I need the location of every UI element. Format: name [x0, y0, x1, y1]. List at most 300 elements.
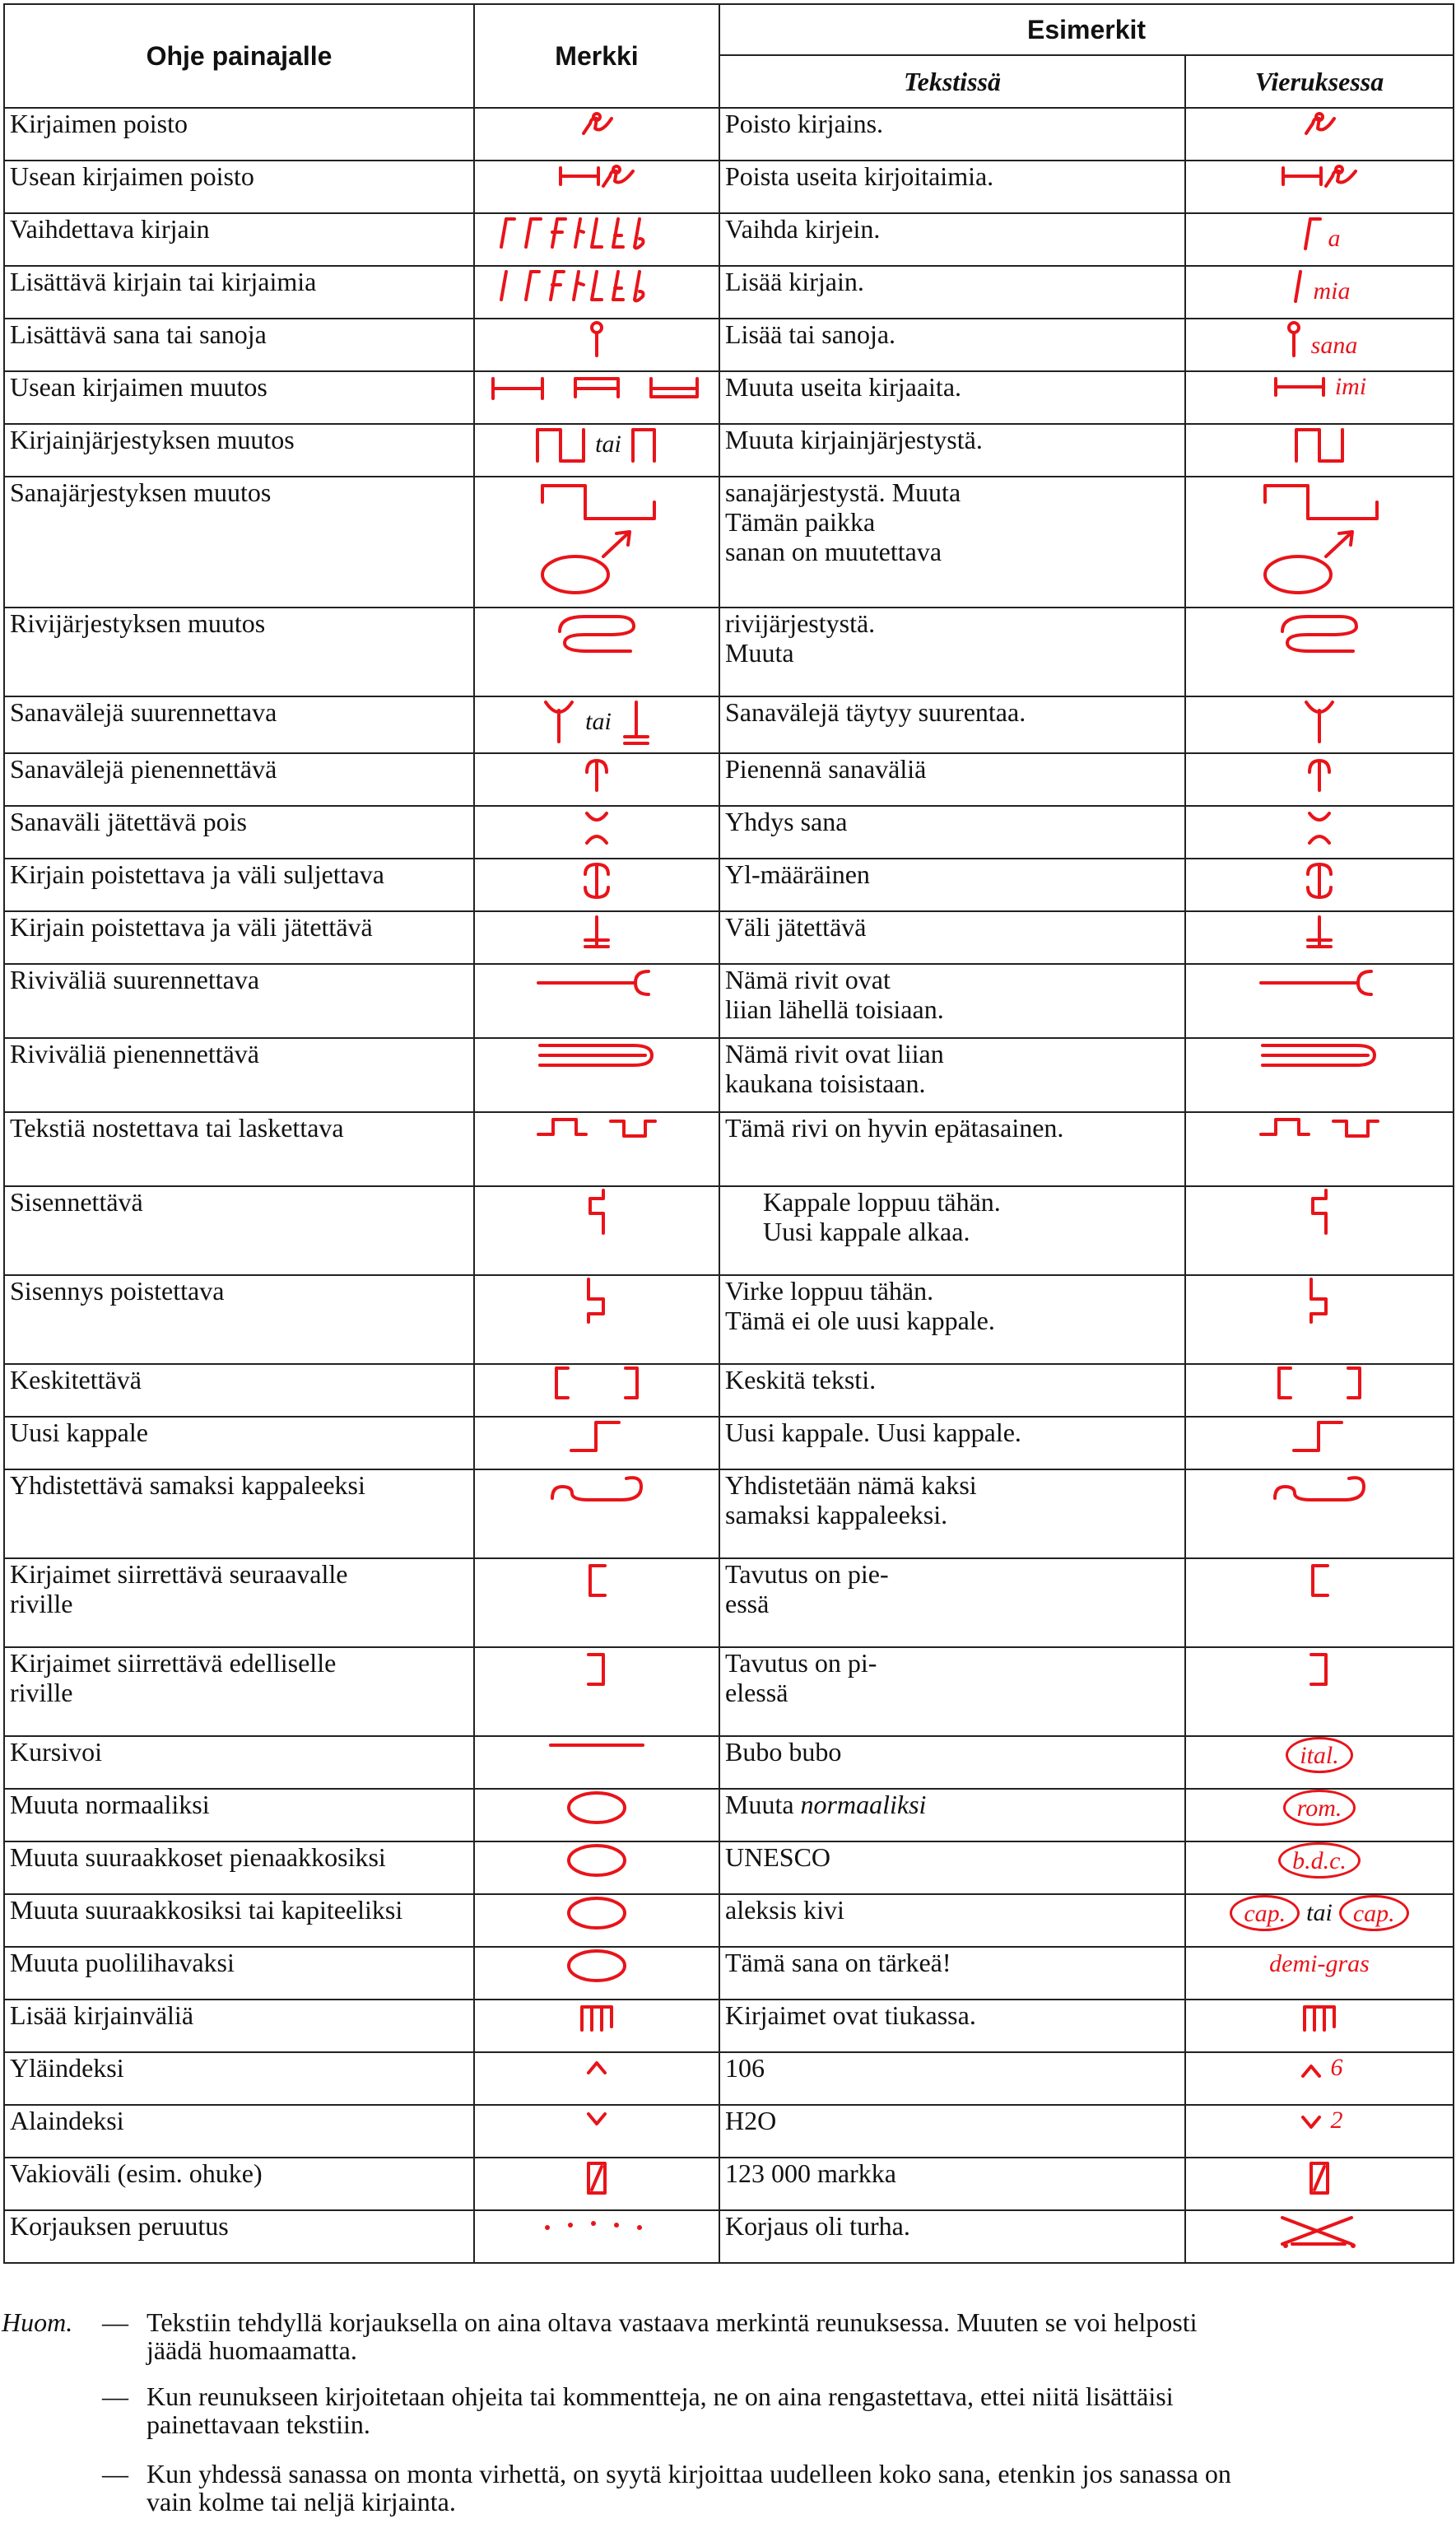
mark-cell [474, 1038, 719, 1112]
example-in-text-cell [719, 2158, 1185, 2210]
header-mark: Merkki [474, 4, 719, 108]
instruction-cell [4, 108, 474, 161]
instruction-text: Yhdistettävä samaksi kappaleeksi [10, 1470, 365, 1500]
table-row [4, 319, 1454, 371]
circled-note-icon [1286, 1737, 1353, 1773]
instruction-cell [4, 1736, 474, 1789]
margin-cell [1185, 1558, 1454, 1647]
example-in-text-cell [719, 1469, 1185, 1558]
increase-leading-icon [480, 965, 714, 1001]
margin-cell [1185, 1364, 1454, 1417]
margin-cell [1185, 1947, 1454, 2000]
margin-cell [1185, 1647, 1454, 1736]
instruction-cell [4, 266, 474, 319]
table-row [4, 477, 1454, 608]
instruction-cell [4, 1364, 474, 1417]
multi-change-icon [1272, 372, 1330, 402]
example-line-1: Väli jätettävä [725, 912, 867, 942]
example-line-2: Tämän paikka [725, 507, 876, 537]
table-row [4, 2210, 1454, 2263]
example-line-1: rivijärjestystä. [725, 608, 876, 638]
instruction-cell [4, 608, 474, 696]
mark-cell [474, 859, 719, 911]
move-prev-line-icon [1305, 1648, 1334, 1691]
example-line-1: Uusi kappale. Uusi kappale. [725, 1418, 1021, 1447]
mark-cell [474, 1275, 719, 1364]
instruction-text: Uusi kappale [10, 1418, 148, 1447]
example-in-text-cell [719, 477, 1185, 608]
margin-cell [1185, 1736, 1454, 1789]
example-line-1: Nämä rivit ovat liian [725, 1039, 944, 1068]
instruction-cell [4, 2210, 474, 2263]
margin-cell [1185, 806, 1454, 859]
example-line-1: Yhdys sana [725, 807, 848, 836]
mark-cell [474, 1558, 719, 1647]
instruction-text: Sanaväli jätettävä pois [10, 807, 247, 836]
underline-icon [480, 1737, 714, 1753]
example-line-1: Muuta [725, 1790, 794, 1819]
example-line-1: 123 000 markka [725, 2158, 896, 2188]
fixed-space-icon [1306, 2158, 1333, 2198]
table-row [4, 1364, 1454, 1417]
instruction-text: Riviväliä pienennettävä [10, 1039, 259, 1068]
example-in-text-cell [719, 608, 1185, 696]
circled-note-icon [1339, 1895, 1409, 1931]
instruction-cell [4, 1647, 474, 1736]
table-row [4, 1417, 1454, 1469]
center-icon [480, 1365, 714, 1401]
example-in-text-cell [719, 1364, 1185, 1417]
note-2-line-1: Kun reunukseen kirjoitetaan ohjeita tai kommentteja, ne on aina rengastettava, ettei niitä lisättäisi [147, 2381, 1174, 2411]
table-row [4, 1736, 1454, 1789]
table-row [4, 1647, 1454, 1736]
note-1-line-2: jäädä huomaamatta. [147, 2335, 357, 2365]
table-row [4, 213, 1454, 266]
margin-cell [1185, 1038, 1454, 1112]
letterspace-icon [480, 2000, 714, 2033]
transpose-words-icon [1254, 477, 1385, 601]
instruction-cell [4, 1112, 474, 1186]
example-in-text-cell [719, 1275, 1185, 1364]
table-row [4, 2105, 1454, 2158]
instruction-cell [4, 859, 474, 911]
insert-word-icon [1282, 319, 1306, 361]
instruction-text: Kirjain poistettava ja väli jätettävä [10, 912, 373, 942]
margin-note: cap. [1352, 1900, 1395, 1927]
indent-icon [1303, 1187, 1336, 1236]
note-dash: — [102, 2307, 128, 2337]
raise-lower-icon [480, 1113, 714, 1143]
margin-cell [1185, 108, 1454, 161]
note-1-line-1: Tekstiin tehdyllä korjauksella on aina oltava vastaava merkintä reunuksessa. Muuten se voi helposti [147, 2307, 1198, 2337]
example-in-text-cell [719, 1647, 1185, 1736]
table-row [4, 1558, 1454, 1647]
instruction-cell [4, 753, 474, 806]
example-in-text-cell [719, 859, 1185, 911]
example-line-2: Uusi kappale alkaa. [763, 1217, 970, 1246]
mark-cell [474, 1417, 719, 1469]
example-in-text-cell [719, 1947, 1185, 2000]
instruction-cell [4, 477, 474, 608]
mark-cell [474, 753, 719, 806]
example-in-text-cell [719, 1841, 1185, 1894]
margin-cell [1185, 1841, 1454, 1894]
instruction-text: Kirjainjärjestyksen muutos [10, 425, 295, 454]
example-line-1: Tämä sana on tärkeä! [725, 1948, 951, 1977]
instruction-cell [4, 1894, 474, 1947]
superscript-icon [1296, 2056, 1326, 2083]
instruction-text: Sisennettävä [10, 1187, 143, 1217]
table-row [4, 2000, 1454, 2052]
mark-cell [474, 2210, 719, 2263]
example-line-1: Muuta useita kirjaaita. [725, 372, 962, 402]
margin-cell [1185, 319, 1454, 371]
delete-icon [1301, 109, 1337, 138]
mark-cell [474, 2000, 719, 2052]
instruction-text: Alaindeksi [10, 2106, 124, 2135]
table-row [4, 911, 1454, 964]
margin-cell [1185, 2210, 1454, 2263]
example-in-text-cell [719, 696, 1185, 753]
margin-cell [1185, 1417, 1454, 1469]
mark-cell [474, 1469, 719, 1558]
subscript-icon [1296, 2109, 1326, 2135]
instruction-text: Riviväliä suurennettava [10, 965, 260, 994]
ellipse-icon [480, 1842, 714, 1879]
example-line-1: Kirjaimet ovat tiukassa. [725, 2000, 976, 2030]
example-line-1: Tavutus on pi- [725, 1648, 877, 1678]
margin-cell [1185, 608, 1454, 696]
example-in-text-cell [719, 108, 1185, 161]
example-in-text-cell [719, 1186, 1185, 1275]
close-up-icon [480, 807, 714, 850]
example-line-1: aleksis kivi [725, 1895, 844, 1925]
table-row [4, 2052, 1454, 2105]
stet-cross-icon [1274, 2211, 1365, 2249]
example-line-1: Tämä rivi on hyvin epätasainen. [725, 1113, 1064, 1143]
delete-close-icon [480, 859, 714, 902]
example-line-1: Poisto kirjains. [725, 109, 884, 138]
mark-cell [474, 477, 719, 608]
instruction-cell [4, 319, 474, 371]
delete-close-icon [1303, 859, 1336, 902]
remove-indent-icon [480, 1276, 714, 1325]
example-line-2: liian lähellä toisiaan. [725, 994, 944, 1024]
example-in-text-cell [719, 161, 1185, 213]
instruction-text: Kirjaimet siirrettävä seuraavalle [10, 1559, 348, 1589]
example-line-1: Lisää kirjain. [725, 267, 864, 296]
instruction-text: Lisättävä sana tai sanoja [10, 319, 267, 349]
circled-note-icon [1283, 1790, 1356, 1826]
replace-letter-icon [1299, 214, 1323, 254]
instruction-cell [4, 161, 474, 213]
instruction-text-2: riville [10, 1678, 73, 1707]
delete-keep-space-icon [1303, 912, 1336, 955]
instruction-cell [4, 2158, 474, 2210]
example-line-1: Tavutus on pie- [725, 1559, 889, 1589]
table-row [4, 608, 1454, 696]
table-row [4, 1186, 1454, 1275]
mark-cell [474, 964, 719, 1038]
example-line-1: Muuta kirjainjärjestystä. [725, 425, 983, 454]
instruction-text: Usean kirjaimen poisto [10, 161, 254, 191]
instruction-text: Kirjaimet siirrettävä edelliselle [10, 1648, 337, 1678]
margin-note: demi-gras [1269, 1950, 1370, 1977]
margin-cell [1185, 2158, 1454, 2210]
margin-cell [1185, 859, 1454, 911]
instruction-text: Yläindeksi [10, 2053, 124, 2083]
instruction-text: Kirjaimen poisto [10, 109, 188, 138]
instruction-cell [4, 1038, 474, 1112]
margin-cell [1185, 911, 1454, 964]
reduce-space-icon [480, 754, 714, 794]
table-row [4, 2158, 1454, 2210]
connector-tai: tai [595, 431, 621, 458]
example-line-1: Sanavälejä täytyy suurentaa. [725, 697, 1026, 727]
margin-cell [1185, 266, 1454, 319]
example-in-text-cell [719, 806, 1185, 859]
new-paragraph-icon [480, 1418, 714, 1454]
mark-cell [474, 108, 719, 161]
margin-cell [1185, 2000, 1454, 2052]
table-row [4, 1841, 1454, 1894]
note-3-line-1: Kun yhdessä sanassa on monta virhettä, on syytä kirjoittaa uudelleen koko sana, etenkin jos sanassa on [147, 2459, 1231, 2488]
ellipse-icon [480, 1948, 714, 1984]
notes-label: Huom. [2, 2307, 73, 2337]
example-in-text-cell [719, 964, 1185, 1038]
header-in-text: Tekstissä [719, 55, 1185, 108]
example-in-text-cell [719, 424, 1185, 477]
fixed-space-icon [480, 2158, 714, 2198]
increase-space-alt-icon [620, 697, 653, 747]
margin-note: ital. [1300, 1742, 1339, 1769]
example-line-1: Virke loppuu tähän. [725, 1276, 934, 1306]
margin-cell [1185, 371, 1454, 424]
instruction-text: Sanavälejä pienennettävä [10, 754, 277, 784]
table-row [4, 1789, 1454, 1841]
mark-cell [474, 213, 719, 266]
instruction-cell [4, 2105, 474, 2158]
raise-lower-icon [1258, 1113, 1381, 1143]
margin-note: 6 [1330, 2054, 1343, 2081]
table-row [4, 424, 1454, 477]
instruction-text: Lisää kirjainväliä [10, 2000, 194, 2030]
remove-indent-icon [1303, 1276, 1336, 1325]
instruction-text: Lisättävä kirjain tai kirjaimia [10, 267, 317, 296]
example-in-text-cell [719, 266, 1185, 319]
margin-note: a [1328, 225, 1341, 252]
proofreading-marks-table [3, 3, 1454, 2264]
instruction-cell [4, 911, 474, 964]
instruction-cell [4, 2052, 474, 2105]
mark-cell [474, 319, 719, 371]
transpose-lines-icon [480, 608, 714, 658]
mark-cell [474, 1947, 719, 2000]
example-line-1: H2O [725, 2106, 777, 2135]
instruction-text: Kirjain poistettava ja väli suljettava [10, 859, 384, 889]
margin-note: rom. [1296, 1795, 1342, 1822]
multi-delete-icon [1278, 161, 1361, 191]
transpose-letters-icon [1293, 425, 1346, 464]
example-in-text-cell [719, 319, 1185, 371]
example-line-2: kaukana toisistaan. [725, 1068, 926, 1098]
example-in-text-cell [719, 2210, 1185, 2263]
example-in-text-cell [719, 1736, 1185, 1789]
example-in-text-cell [719, 753, 1185, 806]
instruction-cell [4, 213, 474, 266]
reduce-leading-icon [1258, 1039, 1381, 1072]
circled-note-icon [1230, 1895, 1300, 1931]
instruction-cell [4, 1417, 474, 1469]
mark-cell [474, 1894, 719, 1947]
instruction-cell [4, 1469, 474, 1558]
instruction-text-2: riville [10, 1589, 73, 1618]
margin-cell [1185, 2052, 1454, 2105]
note-3-line-2: vain kolme tai neljä kirjainta. [147, 2487, 456, 2516]
margin-note: sana [1310, 332, 1358, 359]
ellipse-icon [480, 1790, 714, 1826]
reduce-space-icon [1305, 754, 1334, 794]
example-in-text-cell [719, 1112, 1185, 1186]
increase-space-icon [541, 697, 577, 747]
mark-cell [474, 1841, 719, 1894]
instruction-text: Korjauksen peruutus [10, 2211, 229, 2241]
mark-cell [474, 1789, 719, 1841]
table-row [4, 266, 1454, 319]
example-in-text-cell [719, 2000, 1185, 2052]
mark-cell [474, 806, 719, 859]
table-row [4, 1112, 1454, 1186]
insert-letter-icons [480, 267, 714, 303]
increase-leading-icon [1258, 965, 1381, 1001]
table-row [4, 161, 1454, 213]
new-paragraph-icon [1291, 1418, 1348, 1454]
transpose-letters-icon [534, 425, 587, 464]
example-line-1: Yhdistetään nämä kaksi [725, 1470, 977, 1500]
example-line-1: Vaihda kirjein. [725, 214, 881, 244]
instruction-text: Kursivoi [10, 1737, 102, 1767]
close-up-icon [1305, 807, 1334, 850]
instruction-cell [4, 1186, 474, 1275]
instruction-text: Muuta suuraakkosiksi tai kapiteeliksi [10, 1895, 403, 1925]
reduce-leading-icon [480, 1039, 714, 1072]
margin-note: 2 [1330, 2107, 1343, 2134]
mark-cell [474, 424, 719, 477]
mark-cell [474, 371, 719, 424]
stet-icon [480, 2211, 714, 2236]
run-on-icon [1270, 1470, 1369, 1506]
note-dash: — [102, 2459, 128, 2488]
instruction-cell [4, 2000, 474, 2052]
example-line-1: Keskitä teksti. [725, 1365, 877, 1394]
mark-cell [474, 696, 719, 753]
delete-keep-space-icon [480, 912, 714, 955]
example-italic: normaaliksi [800, 1790, 927, 1819]
table-row [4, 108, 1454, 161]
header-instruction: Ohje painajalle [4, 4, 474, 108]
instruction-text: Usean kirjaimen muutos [10, 372, 267, 402]
mark-cell [474, 161, 719, 213]
indent-icon [480, 1187, 714, 1236]
table-row [4, 1947, 1454, 2000]
example-line-1: Lisää tai sanoja. [725, 319, 896, 349]
example-line-1: Bubo bubo [725, 1737, 842, 1767]
margin-cell [1185, 696, 1454, 753]
multi-change-icons [480, 372, 714, 405]
table-row [4, 1469, 1454, 1558]
multi-delete-icon [480, 161, 714, 191]
instruction-cell [4, 696, 474, 753]
instruction-cell [4, 964, 474, 1038]
margin-cell [1185, 1789, 1454, 1841]
mark-cell [474, 1364, 719, 1417]
table-row [4, 753, 1454, 806]
example-line-2: essä [725, 1589, 770, 1618]
move-prev-line-icon [480, 1648, 714, 1691]
example-in-text-cell [719, 371, 1185, 424]
table-row [4, 964, 1454, 1038]
example-line-3: sanan on muutettava [725, 537, 942, 566]
transpose-words-icon [480, 477, 714, 601]
instruction-cell [4, 1789, 474, 1841]
instruction-text: Muuta suuraakkoset pienaakkosiksi [10, 1842, 386, 1872]
example-line-2: Tämä ei ole uusi kappale. [725, 1306, 995, 1335]
example-line-1: Korjaus oli turha. [725, 2211, 910, 2241]
table-row [4, 1038, 1454, 1112]
mark-cell [474, 608, 719, 696]
instruction-text: Muuta normaaliksi [10, 1790, 210, 1819]
example-line-2: elessä [725, 1678, 788, 1707]
instruction-cell [4, 1558, 474, 1647]
mark-cell [474, 1186, 719, 1275]
margin-cell [1185, 213, 1454, 266]
instruction-text: Sanavälejä suurennettava [10, 697, 277, 727]
margin-cell [1185, 1186, 1454, 1275]
instruction-cell [4, 806, 474, 859]
example-line-1: UNESCO [725, 1842, 831, 1872]
instruction-text: Muuta puolilihavaksi [10, 1948, 235, 1977]
instruction-text: Sisennys poistettava [10, 1276, 225, 1306]
example-line-1: sanajärjestystä. Muuta [725, 477, 961, 507]
margin-cell [1185, 1894, 1454, 1947]
example-in-text-cell [719, 1417, 1185, 1469]
margin-note: b.d.c. [1292, 1847, 1347, 1874]
example-line-2: samaksi kappaleeksi. [725, 1500, 948, 1529]
subscript-icon [480, 2106, 714, 2132]
instruction-cell [4, 1841, 474, 1894]
instruction-text: Keskitettävä [10, 1365, 142, 1394]
margin-cell [1185, 753, 1454, 806]
table-row [4, 1275, 1454, 1364]
increase-space-icon [1301, 697, 1337, 747]
table-row [4, 696, 1454, 753]
example-line-1: Yl-määräinen [725, 859, 870, 889]
letterspace-icon [1300, 2000, 1339, 2033]
instruction-cell [4, 1275, 474, 1364]
instruction-cell [4, 371, 474, 424]
example-line-1: Kappale loppuu tähän. [763, 1187, 1001, 1217]
example-line-1: Pienennä sanaväliä [725, 754, 927, 784]
connector-tai: tai [1306, 1899, 1333, 1926]
note-2-line-2: painettavaan tekstiin. [147, 2409, 370, 2439]
mark-cell [474, 1647, 719, 1736]
example-line-1: 106 [725, 2053, 765, 2083]
example-line-1: Poista useita kirjoitaimia. [725, 161, 994, 191]
margin-cell [1185, 1469, 1454, 1558]
margin-cell [1185, 964, 1454, 1038]
instruction-text: Vaihdettava kirjain [10, 214, 210, 244]
margin-cell [1185, 477, 1454, 608]
